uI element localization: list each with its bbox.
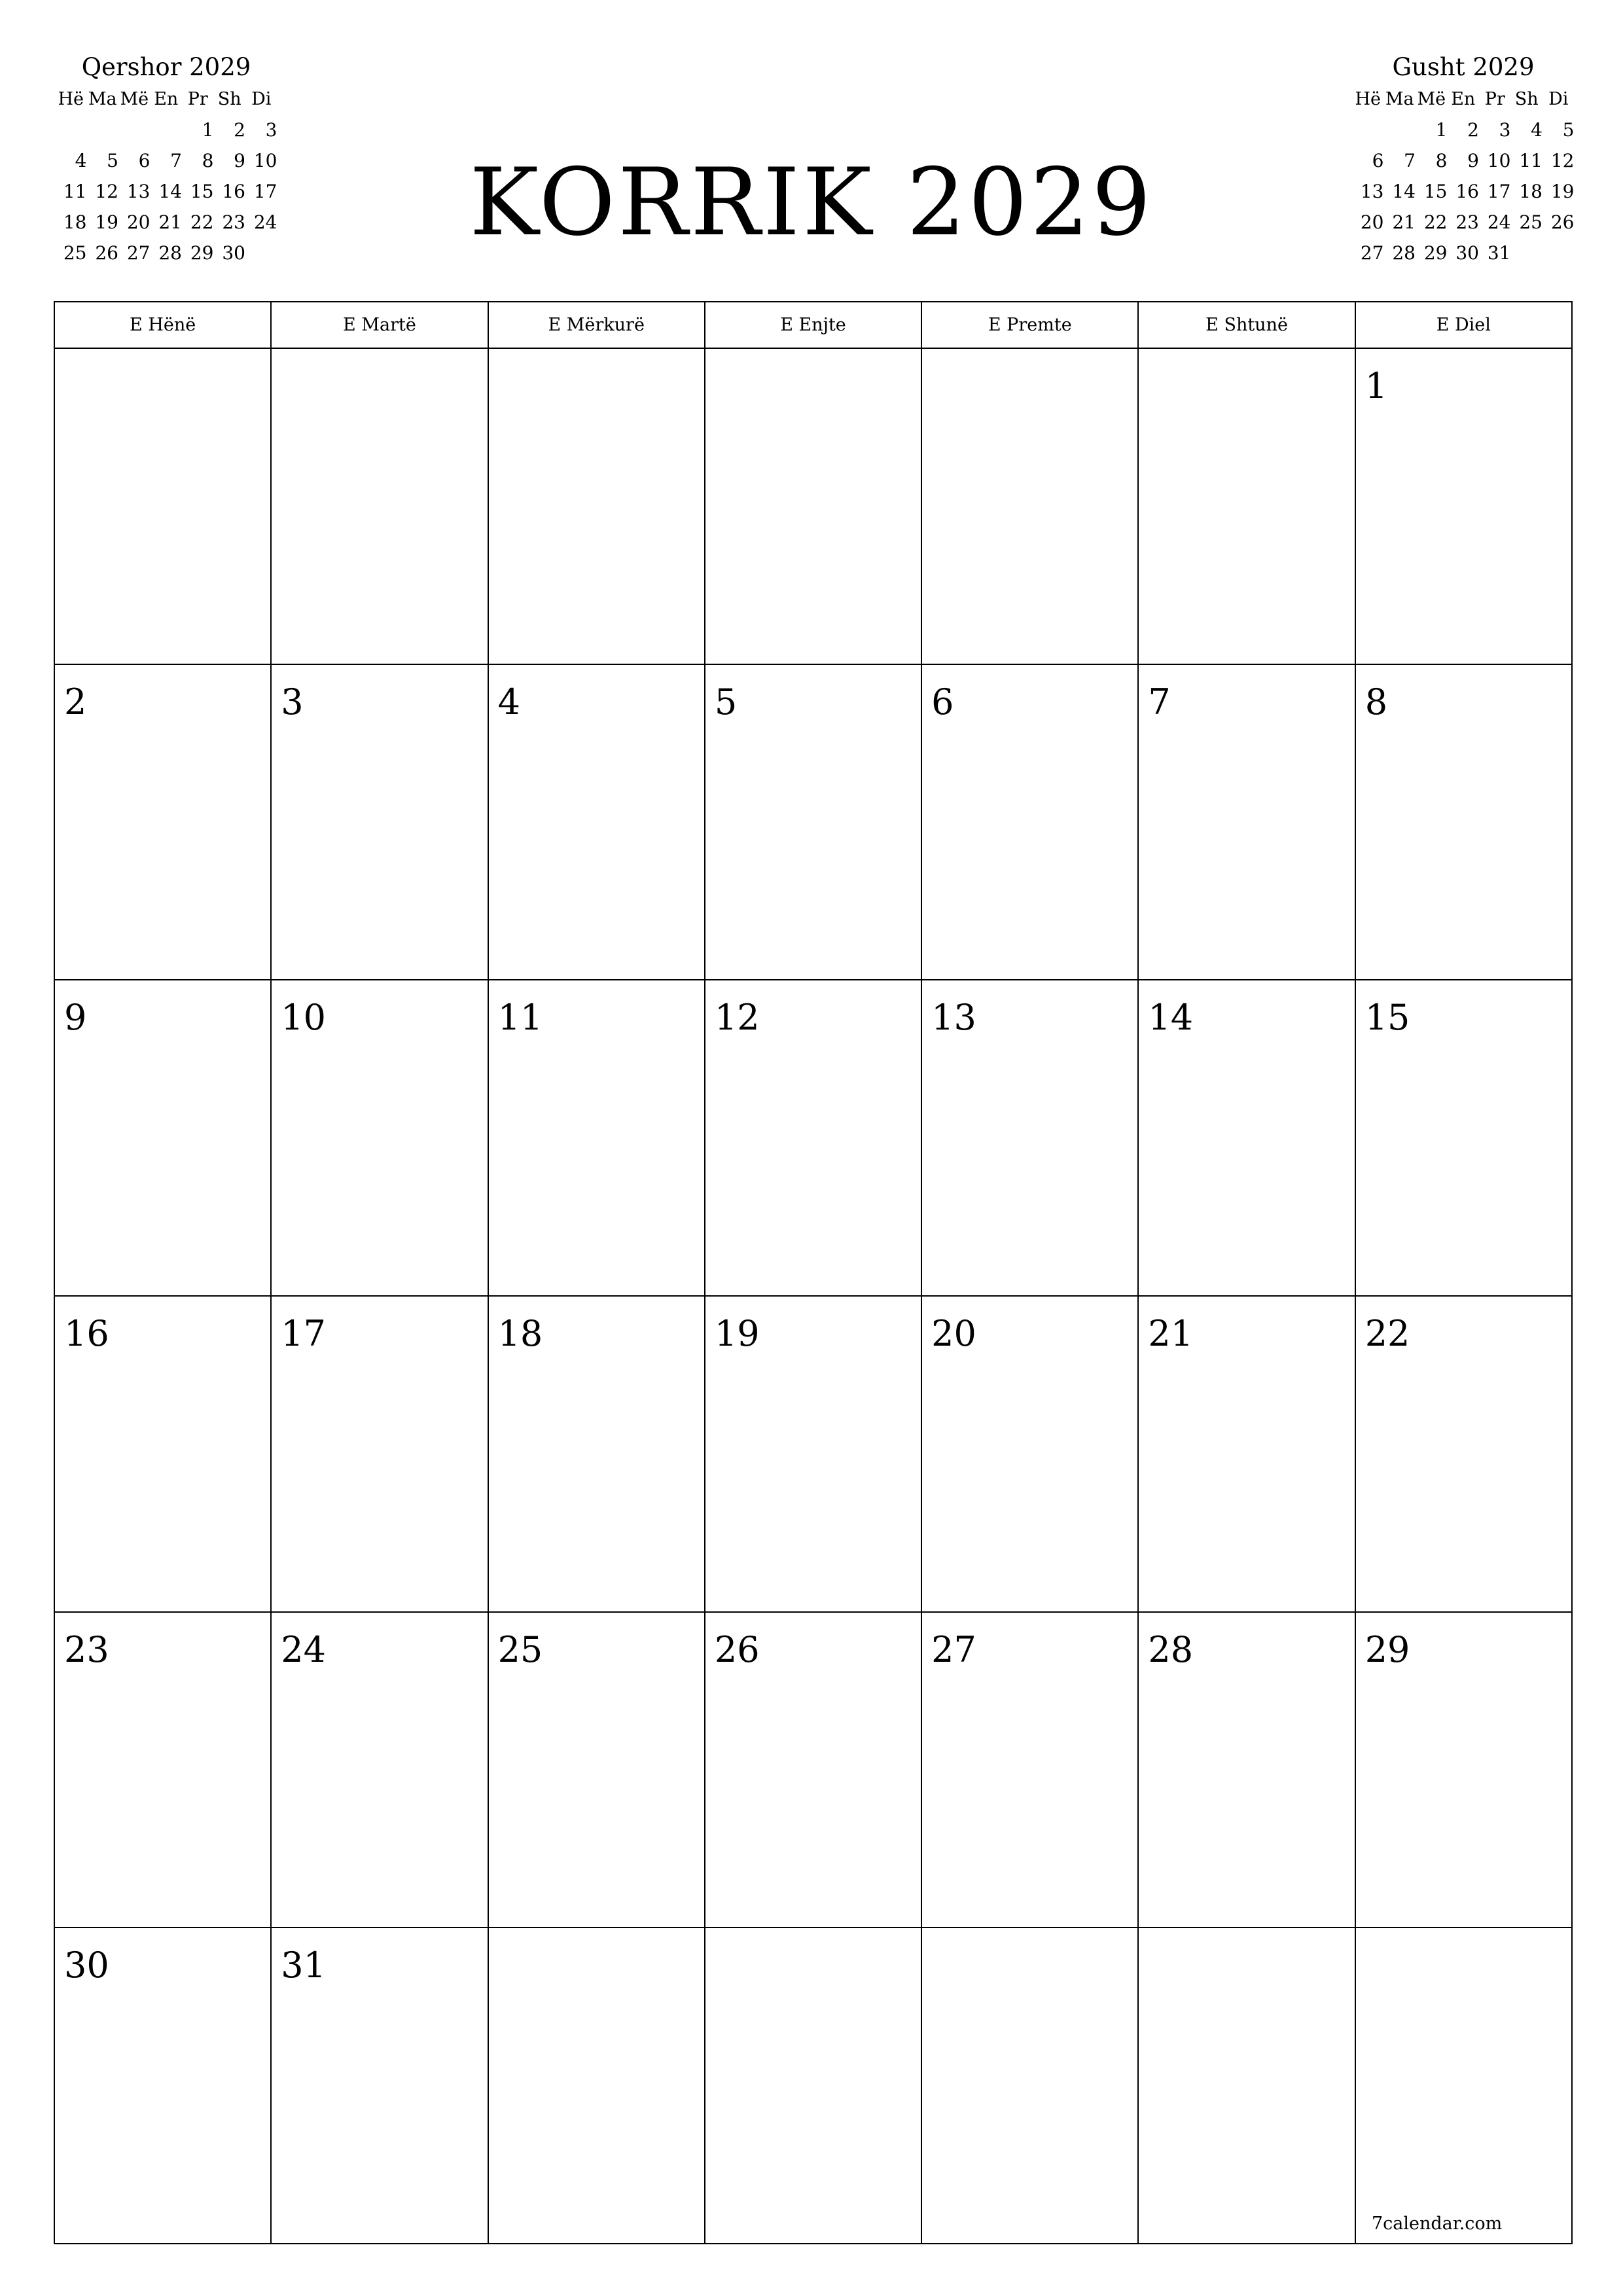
weekday-header-wednesday: E Mërkurë: [489, 302, 705, 349]
day-number: 31: [281, 1945, 326, 1986]
day-number: 9: [64, 997, 87, 1039]
mini-day: 26: [1550, 211, 1575, 233]
mini-day: 7: [1404, 150, 1416, 171]
mini-day: 29: [190, 242, 214, 264]
day-cell: [272, 1297, 488, 1613]
mini-day: 1: [202, 119, 214, 141]
mini-day: 18: [63, 211, 87, 233]
day-number: 16: [64, 1312, 109, 1354]
day-number: 7: [1148, 681, 1171, 723]
day-cell: [1139, 1297, 1355, 1613]
day-cell: [55, 980, 272, 1297]
mini-day: 9: [1467, 150, 1479, 171]
mini-day: 25: [63, 242, 87, 264]
mini-day: 20: [126, 211, 151, 233]
day-number: 12: [714, 997, 760, 1039]
page-title: KORRIK 2029: [469, 149, 1154, 257]
mini-day: 2: [234, 119, 245, 141]
weekday-header-thursday: E Enjte: [705, 302, 922, 349]
mini-day: 12: [1550, 150, 1575, 171]
day-number: 17: [281, 1312, 326, 1354]
mini-day: 4: [75, 150, 87, 171]
mini-day: 30: [222, 242, 245, 264]
day-number: 13: [931, 997, 976, 1039]
day-number: 28: [1148, 1628, 1194, 1670]
day-cell: [1139, 1928, 1355, 2244]
day-cell: [1356, 1297, 1573, 1613]
mini-weekday: Ma: [88, 89, 117, 109]
day-cell: [705, 1928, 922, 2244]
mini-calendar-next-month: [1352, 51, 1575, 268]
day-cell: [922, 349, 1139, 665]
mini-day: 16: [1455, 181, 1479, 202]
day-cell: [922, 1613, 1139, 1929]
mini-weekday: Më: [1417, 89, 1446, 109]
mini-day: 19: [1550, 181, 1575, 202]
day-number: 22: [1364, 1312, 1410, 1354]
mini-day: 22: [1423, 211, 1448, 233]
mini-day: 11: [63, 181, 87, 202]
mini-day: [1543, 238, 1575, 268]
day-number: 1: [1364, 365, 1388, 406]
mini-calendar-grid: [1352, 84, 1575, 268]
mini-day: 21: [158, 211, 182, 233]
mini-day: 23: [1455, 211, 1479, 233]
weekday-header-monday: E Hënë: [55, 302, 272, 349]
weekday-header-sunday: E Diel: [1356, 302, 1573, 349]
mini-day: 27: [1360, 242, 1384, 264]
mini-day: 6: [138, 150, 151, 171]
mini-day: [1384, 115, 1416, 145]
mini-day: 1: [1435, 119, 1448, 141]
day-number: 6: [931, 681, 954, 723]
day-cell: [489, 1613, 705, 1929]
mini-day: 6: [1372, 150, 1384, 171]
mini-day: 13: [1360, 181, 1384, 202]
day-number: 29: [1364, 1628, 1410, 1670]
mini-weekday: Di: [251, 89, 272, 109]
mini-weekday: En: [1451, 89, 1476, 109]
day-cell: [272, 1613, 488, 1929]
day-number: 18: [497, 1312, 543, 1354]
day-cell: [1356, 665, 1573, 981]
mini-weekday: Sh: [217, 89, 241, 109]
mini-day: 27: [126, 242, 151, 264]
mini-calendar-title: Qershor 2029: [81, 53, 251, 81]
mini-weekday: Di: [1548, 89, 1569, 109]
day-cell: [55, 1928, 272, 2244]
mini-day: 29: [1423, 242, 1448, 264]
mini-day: [1511, 238, 1543, 268]
mini-day: 19: [95, 211, 118, 233]
day-cell: [705, 665, 922, 981]
mini-day: 28: [158, 242, 182, 264]
mini-day: [1352, 115, 1384, 145]
mini-weekday: Më: [120, 89, 149, 109]
day-number: 24: [281, 1628, 326, 1670]
month-grid: [54, 301, 1573, 2244]
mini-day: 31: [1487, 242, 1511, 264]
mini-day: 25: [1519, 211, 1543, 233]
mini-weekday: En: [154, 89, 179, 109]
mini-day: 22: [190, 211, 214, 233]
mini-weekday: Hë: [1355, 89, 1382, 109]
day-cell: [272, 980, 488, 1297]
mini-day: 12: [95, 181, 118, 202]
day-cell: [922, 980, 1139, 1297]
day-cell: [705, 1613, 922, 1929]
mini-day: 30: [1455, 242, 1479, 264]
day-cell: [1139, 349, 1355, 665]
day-cell: [922, 665, 1139, 981]
mini-day: 24: [1487, 211, 1511, 233]
day-cell: [55, 349, 272, 665]
day-number: 14: [1148, 997, 1194, 1039]
mini-day: 3: [265, 119, 277, 141]
day-number: 30: [64, 1945, 109, 1986]
day-cell: [55, 1297, 272, 1613]
day-number: 26: [714, 1628, 760, 1670]
day-number: 4: [497, 681, 520, 723]
mini-day: 23: [222, 211, 245, 233]
day-cell: [272, 665, 488, 981]
mini-weekday: Sh: [1514, 89, 1539, 109]
mini-weekday: Pr: [187, 89, 208, 109]
mini-day: 5: [1562, 119, 1575, 141]
day-cell: [272, 1928, 488, 2244]
mini-day: 26: [95, 242, 118, 264]
mini-day: 24: [253, 211, 277, 233]
mini-day: 2: [1467, 119, 1479, 141]
mini-calendar-title: Gusht 2029: [1392, 53, 1535, 81]
mini-day: 28: [1392, 242, 1416, 264]
day-number: 3: [281, 681, 304, 723]
day-number: 19: [714, 1312, 760, 1354]
mini-day: 14: [1392, 181, 1416, 202]
mini-day: [245, 238, 277, 268]
day-cell: [489, 665, 705, 981]
mini-weekday: Ma: [1385, 89, 1414, 109]
mini-day: 7: [170, 150, 182, 171]
day-cell: [489, 1297, 705, 1613]
day-cell: [705, 349, 922, 665]
day-cell: [489, 1928, 705, 2244]
day-cell: [1139, 1613, 1355, 1929]
mini-day: 20: [1360, 211, 1384, 233]
mini-day: 16: [222, 181, 245, 202]
mini-calendar-prev-month: [55, 51, 277, 268]
day-cell: [1139, 980, 1355, 1297]
day-number: 5: [714, 681, 738, 723]
mini-day: 10: [1487, 150, 1511, 171]
day-number: 20: [931, 1312, 976, 1354]
day-cell: [489, 980, 705, 1297]
mini-day: 15: [1423, 181, 1448, 202]
day-cell: [272, 349, 488, 665]
mini-calendar-grid: [55, 84, 277, 268]
mini-day: 10: [253, 150, 277, 171]
day-number: 15: [1364, 997, 1410, 1039]
mini-day: [151, 115, 183, 145]
day-number: 25: [497, 1628, 543, 1670]
mini-day: [55, 115, 87, 145]
mini-day: 15: [190, 181, 214, 202]
mini-day: 9: [234, 150, 245, 171]
credit-link[interactable]: 7calendar.com: [1372, 2214, 1503, 2234]
mini-day: 21: [1392, 211, 1416, 233]
mini-day: 5: [107, 150, 118, 171]
day-number: 8: [1364, 681, 1388, 723]
mini-day: 11: [1519, 150, 1543, 171]
day-cell: [705, 980, 922, 1297]
day-cell: [1139, 665, 1355, 981]
day-cell: [55, 1613, 272, 1929]
day-number: 10: [281, 997, 326, 1039]
mini-day: 18: [1519, 181, 1543, 202]
day-number: 21: [1148, 1312, 1194, 1354]
mini-day: 4: [1531, 119, 1543, 141]
day-cell: [1356, 349, 1573, 665]
mini-weekday: Hë: [58, 89, 84, 109]
mini-day: 8: [1435, 150, 1448, 171]
day-cell: [922, 1297, 1139, 1613]
day-cell: [1356, 1613, 1573, 1929]
mini-day: 13: [126, 181, 151, 202]
day-cell: [1356, 980, 1573, 1297]
day-number: 23: [64, 1628, 109, 1670]
mini-day: 14: [158, 181, 182, 202]
mini-day: 3: [1499, 119, 1511, 141]
day-number: 27: [931, 1628, 976, 1670]
mini-day: [118, 115, 151, 145]
mini-day: 17: [1487, 181, 1511, 202]
mini-day: 17: [253, 181, 277, 202]
mini-day: [87, 115, 119, 145]
day-number: 2: [64, 681, 87, 723]
mini-weekday: Pr: [1484, 89, 1505, 109]
weekday-header-tuesday: E Martë: [272, 302, 488, 349]
weekday-header-friday: E Premte: [922, 302, 1139, 349]
mini-day: 8: [202, 150, 214, 171]
weekday-header-saturday: E Shtunë: [1139, 302, 1355, 349]
day-cell: [55, 665, 272, 981]
day-cell: [922, 1928, 1139, 2244]
day-cell: [489, 349, 705, 665]
day-cell: [705, 1297, 922, 1613]
day-cell: [1356, 1928, 1573, 2244]
day-number: 11: [497, 997, 543, 1039]
